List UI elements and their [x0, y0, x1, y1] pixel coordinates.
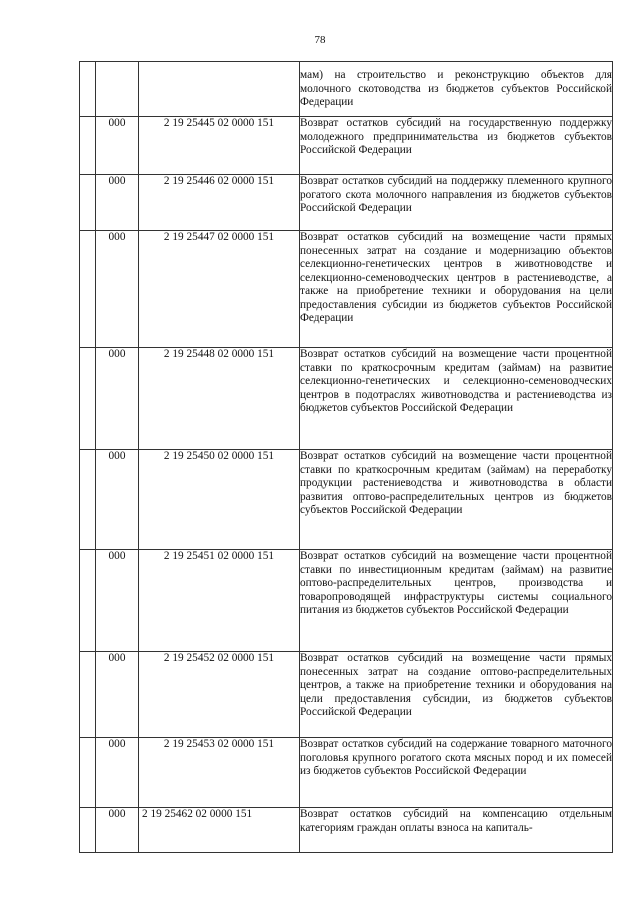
- kbk-code-cell: 2 19 25450 02 0000 151: [139, 450, 300, 550]
- table-row: [80, 117, 613, 175]
- admin-code-cell: 000: [96, 117, 139, 175]
- blank-cell: [80, 117, 96, 175]
- admin-code-cell: 000: [96, 231, 139, 348]
- kbk-code-cell: [139, 62, 300, 117]
- description-cell: Возврат остатков субсидий на содержание товарного маточного поголовья крупного рогатого скота мясных пород и их помесей из бюджетов субъектов Российской Федерации: [300, 738, 613, 808]
- kbk-code-cell: 2 19 25446 02 0000 151: [139, 175, 300, 231]
- blank-cell: [80, 808, 96, 853]
- table-row: [80, 450, 613, 550]
- revenue-classification-table: [79, 61, 613, 853]
- admin-code-cell: 000: [96, 450, 139, 550]
- admin-code-cell: 000: [96, 348, 139, 450]
- description-cell: Возврат остатков субсидий на поддержку племенного крупного рогатого скота молочного направления из бюджетов субъектов Российской Федерации: [300, 175, 613, 231]
- admin-code-cell: 000: [96, 808, 139, 853]
- description-cell: Возврат остатков субсидий на возмещение части прямых понесенных затрат на создание оптово-распределительных центров, а также на приобретение техники и оборудования на цели предоставления субсидии, из бюджетов субъектов Российской Федерации: [300, 652, 613, 738]
- blank-cell: [80, 175, 96, 231]
- blank-cell: [80, 550, 96, 652]
- description-cell: Возврат остатков субсидий на компенсацию отдельным категориям граждан оплаты взноса на капиталь-: [300, 808, 613, 853]
- table-row: [80, 175, 613, 231]
- kbk-code-cell: 2 19 25448 02 0000 151: [139, 348, 300, 450]
- table-row: [80, 62, 613, 117]
- admin-code-cell: [96, 62, 139, 117]
- blank-cell: [80, 348, 96, 450]
- blank-cell: [80, 62, 96, 117]
- description-cell: Возврат остатков субсидий на государственную поддержку молодежного предпринимательства из бюджетов субъектов Российской Федерации: [300, 117, 613, 175]
- admin-code-cell: 000: [96, 550, 139, 652]
- table-row: [80, 808, 613, 853]
- kbk-code-cell: 2 19 25445 02 0000 151: [139, 117, 300, 175]
- kbk-code-cell: 2 19 25451 02 0000 151: [139, 550, 300, 652]
- blank-cell: [80, 231, 96, 348]
- admin-code-cell: 000: [96, 738, 139, 808]
- kbk-code-cell: 2 19 25452 02 0000 151: [139, 652, 300, 738]
- table-row: [80, 550, 613, 652]
- table-row: [80, 348, 613, 450]
- description-cell: Возврат остатков субсидий на возмещение части прямых понесенных затрат на создание и модернизацию объектов селекционно-генетических центров в животноводстве и селекционно-семеноводческих центров в растениеводстве, а также на приобретение техники и оборудования на цели предоставления субсидии из бюджетов субъектов Российской Федерации: [300, 231, 613, 348]
- blank-cell: [80, 738, 96, 808]
- admin-code-cell: 000: [96, 175, 139, 231]
- blank-cell: [80, 450, 96, 550]
- page-number: 78: [314, 34, 326, 46]
- table-row: [80, 738, 613, 808]
- kbk-code-cell: 2 19 25447 02 0000 151: [139, 231, 300, 348]
- blank-cell: [80, 652, 96, 738]
- admin-code-cell: 000: [96, 652, 139, 738]
- kbk-code-cell: 2 19 25453 02 0000 151: [139, 738, 300, 808]
- description-cell: мам) на строительство и реконструкцию объектов для молочного скотоводства из бюджетов субъектов Российской Федерации: [300, 62, 613, 117]
- description-cell: Возврат остатков субсидий на возмещение части процентной ставки по краткосрочным кредитам (займам) на переработку продукции растениеводства и животноводства в области развития оптово-распределительных центров из бюджетов субъектов Российской Федерации: [300, 450, 613, 550]
- description-cell: Возврат остатков субсидий на возмещение части процентной ставки по краткосрочным кредитам (займам) на развитие селекционно-генетических и селекционно-семеноводческих центров в подотраслях животноводства и растениеводства из бюджетов субъектов Российской Федерации: [300, 348, 613, 450]
- kbk-code-cell: 2 19 25462 02 0000 151: [139, 808, 300, 853]
- table-row: [80, 652, 613, 738]
- description-cell: Возврат остатков субсидий на возмещение части процентной ставки по инвестиционным кредитам (займам) на развитие оптово-распределительных центров, производства и товаропроводящей инфраструктуры системы социального питания из бюджетов субъектов Российской Федерации: [300, 550, 613, 652]
- table-row: [80, 231, 613, 348]
